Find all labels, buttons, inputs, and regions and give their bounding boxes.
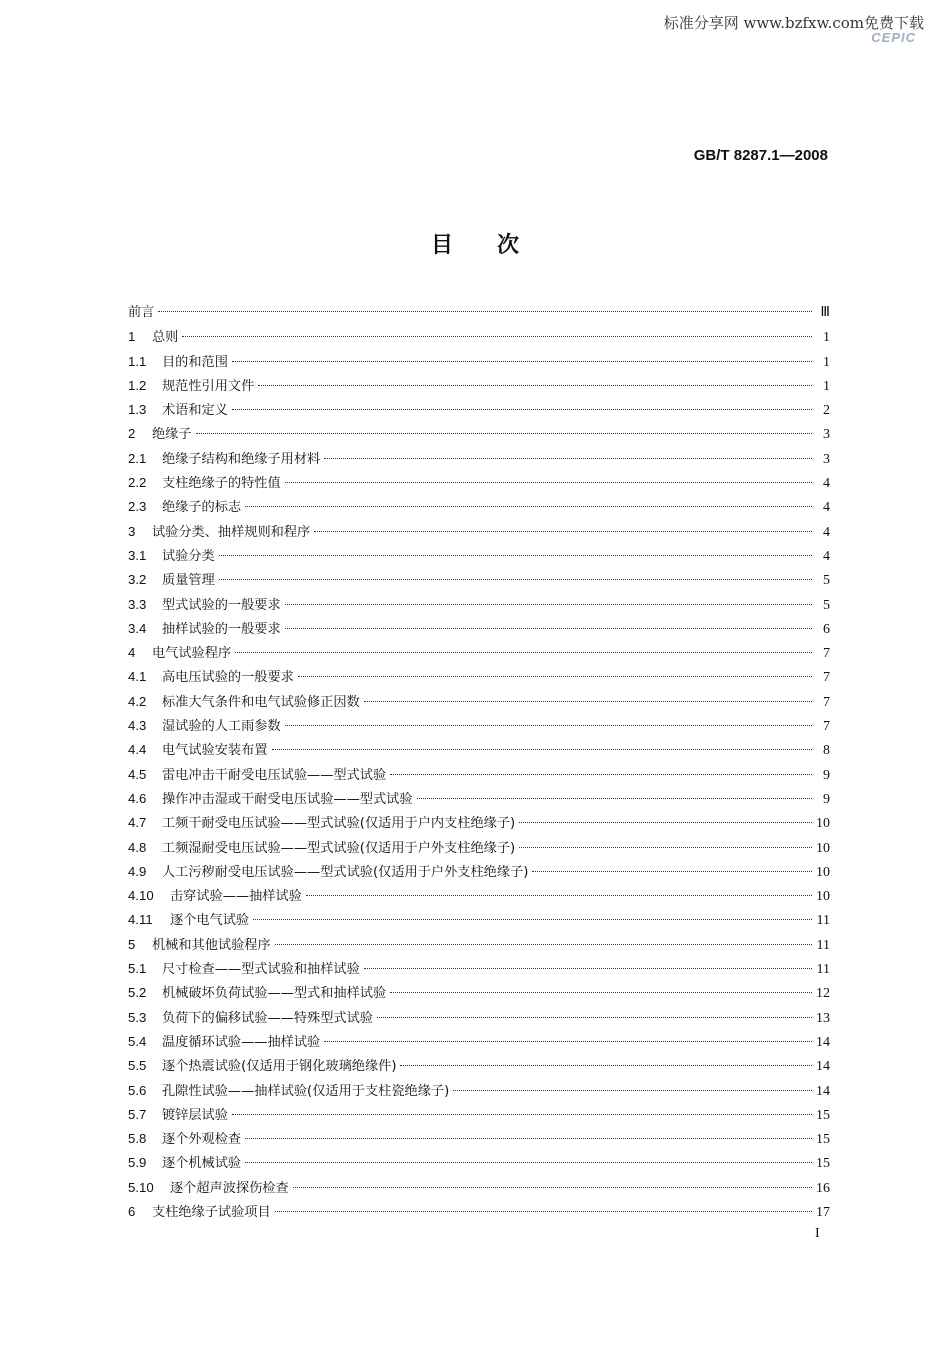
- page-number: I: [815, 1226, 820, 1241]
- toc-entry-title: 术语和定义: [162, 403, 228, 419]
- toc-entry[interactable]: [128, 1030, 830, 1054]
- toc-entry-title: 逐个电气试验: [170, 913, 250, 929]
- toc-entry-number: 3.4: [128, 620, 147, 636]
- toc-entry[interactable]: [128, 738, 830, 762]
- toc-entry[interactable]: [128, 1006, 830, 1030]
- dot-leader: [235, 652, 812, 653]
- toc-entry-page: 14: [816, 1059, 830, 1075]
- toc-entry-page: 3: [823, 451, 830, 467]
- toc-entry-title: 绝缘子: [152, 427, 192, 443]
- toc-entry[interactable]: [128, 544, 830, 568]
- dot-leader: [306, 895, 812, 896]
- dot-leader: [298, 676, 812, 677]
- page-title: 目次: [430, 233, 563, 258]
- toc-entry[interactable]: [128, 1200, 830, 1224]
- toc-entry-title: 机械和其他试验程序: [152, 937, 271, 953]
- toc-entry-number: 5.4: [128, 1033, 147, 1049]
- toc-entry[interactable]: [128, 398, 830, 422]
- toc-entry-title: 试验分类、抽样规则和程序: [152, 524, 311, 540]
- toc-entry[interactable]: [128, 447, 830, 471]
- toc-entry[interactable]: [128, 422, 830, 446]
- toc-entry-page: 16: [816, 1180, 830, 1196]
- toc-entry[interactable]: [128, 908, 830, 932]
- toc-entry-title: 温度循环试验——抽样试验: [162, 1034, 321, 1050]
- toc-entry-number: 5.1: [128, 961, 147, 977]
- toc-entry-number: 4.8: [128, 839, 147, 855]
- toc-entry-number: 4.5: [128, 766, 147, 782]
- toc-entry-title: 工频干耐受电压试验——型式试验(仅适用于户内支柱绝缘子): [162, 816, 516, 832]
- dot-leader: [417, 798, 812, 799]
- toc-entry[interactable]: [128, 325, 830, 349]
- dot-leader: [158, 311, 812, 312]
- toc-entry-title: 绝缘子的标志: [162, 500, 242, 516]
- toc-entry-page: 11: [816, 937, 830, 953]
- dot-leader: [219, 579, 812, 580]
- toc-entry-title: 型式试验的一般要求: [162, 597, 281, 613]
- dot-leader: [324, 458, 812, 459]
- toc-entry-number: 2.1: [128, 450, 147, 466]
- toc-entry-title: 标准大气条件和电气试验修正因数: [162, 694, 360, 710]
- toc-entry-page: Ⅲ: [820, 305, 830, 320]
- watermark: [663, 12, 924, 45]
- toc-entry-number: 5: [128, 936, 136, 952]
- toc-entry[interactable]: [128, 690, 830, 714]
- toc-entry-number: 3: [128, 523, 136, 539]
- toc-entry-page: 9: [823, 767, 830, 783]
- toc-entry-title: 试验分类: [162, 548, 215, 564]
- dot-leader: [232, 1114, 812, 1115]
- toc-entry[interactable]: [128, 568, 830, 592]
- toc-entry-number: 1.1: [128, 353, 147, 369]
- toc-entry-page: 15: [816, 1132, 830, 1148]
- toc-entry-page: 11: [816, 962, 830, 978]
- toc-entry-page: 17: [816, 1204, 830, 1220]
- standard-code: GB/T 8287.1—2008: [693, 147, 828, 164]
- dot-leader: [232, 409, 812, 410]
- toc-entry[interactable]: [128, 981, 830, 1005]
- toc-entry-title: 高电压试验的一般要求: [162, 670, 294, 686]
- dot-leader: [258, 385, 812, 386]
- toc-entry-number: 6: [128, 1203, 136, 1219]
- toc-entry-page: 15: [816, 1156, 830, 1172]
- dot-leader: [293, 1187, 812, 1188]
- toc-entry-page: 7: [823, 694, 830, 710]
- toc-entry-title: 支柱绝缘子试验项目: [152, 1204, 271, 1220]
- dot-leader: [182, 336, 812, 337]
- toc-entry[interactable]: [128, 520, 830, 544]
- toc-entry-page: 4: [823, 476, 830, 492]
- toc-entry-number: 5.3: [128, 1009, 147, 1025]
- table-of-contents: [128, 301, 830, 1224]
- dot-leader: [390, 774, 812, 775]
- dot-leader: [285, 725, 812, 726]
- dot-leader: [245, 1138, 812, 1139]
- toc-entry-page: 7: [823, 670, 830, 686]
- toc-entry-number: 2.2: [128, 475, 147, 491]
- toc-entry-number: 5.7: [128, 1106, 147, 1122]
- toc-entry[interactable]: [128, 641, 830, 665]
- toc-entry-title: 孔隙性试验——抽样试验(仅适用于支柱瓷绝缘子): [162, 1083, 450, 1099]
- toc-entry-title: 工频湿耐受电压试验——型式试验(仅适用于户外支柱绝缘子): [162, 840, 516, 856]
- toc-entry[interactable]: [128, 301, 830, 325]
- toc-entry-title: 质量管理: [162, 573, 215, 589]
- toc-entry[interactable]: [128, 471, 830, 495]
- toc-entry[interactable]: [128, 957, 830, 981]
- toc-entry-page: 7: [823, 719, 830, 735]
- toc-entry[interactable]: [128, 933, 830, 957]
- dot-leader: [364, 701, 812, 702]
- toc-entry-page: 8: [823, 743, 830, 759]
- toc-entry-title: 逐个热震试验(仅适用于钢化玻璃绝缘件): [162, 1059, 397, 1075]
- dot-leader: [285, 628, 812, 629]
- toc-entry[interactable]: [128, 665, 830, 689]
- toc-entry-page: 5: [823, 597, 830, 613]
- toc-entry-title: 逐个超声波探伤检查: [170, 1180, 289, 1196]
- toc-entry-title: 规范性引用文件: [162, 378, 255, 394]
- toc-entry-page: 9: [823, 791, 830, 807]
- toc-entry-page: 10: [816, 864, 830, 880]
- toc-entry-number: 2.3: [128, 499, 147, 515]
- toc-entry-number: 3.3: [128, 596, 147, 612]
- toc-entry-number: 5.10: [128, 1179, 154, 1195]
- toc-entry-title: 机械破坏负荷试验——型式和抽样试验: [162, 986, 387, 1002]
- toc-entry-title: 负荷下的偏移试验——特殊型式试验: [162, 1010, 373, 1026]
- toc-entry[interactable]: [128, 763, 830, 787]
- toc-entry-number: 5.8: [128, 1131, 147, 1147]
- dot-leader: [453, 1090, 812, 1091]
- toc-entry[interactable]: [128, 350, 830, 374]
- toc-entry-number: 4: [128, 645, 136, 661]
- toc-entry[interactable]: [128, 593, 830, 617]
- toc-entry-title: 湿试验的人工雨参数: [162, 719, 281, 735]
- dot-leader: [390, 992, 812, 993]
- toc-entry-page: 1: [823, 378, 830, 394]
- toc-entry[interactable]: [128, 811, 830, 835]
- dot-leader: [364, 968, 812, 969]
- toc-entry-page: 5: [823, 573, 830, 589]
- toc-entry-number: 4.9: [128, 863, 147, 879]
- dot-leader: [519, 847, 812, 848]
- toc-entry-title: 操作冲击湿或干耐受电压试验——型式试验: [162, 791, 413, 807]
- toc-entry[interactable]: [128, 884, 830, 908]
- toc-entry[interactable]: [128, 1151, 830, 1175]
- dot-leader: [245, 1162, 812, 1163]
- toc-entry-title: 镀锌层试验: [162, 1107, 228, 1123]
- dot-leader: [272, 749, 813, 750]
- toc-entry[interactable]: [128, 1127, 830, 1151]
- toc-entry-page: 4: [823, 548, 830, 564]
- toc-entry-title: 绝缘子结构和绝缘子用材料: [162, 451, 321, 467]
- toc-entry[interactable]: [128, 1054, 830, 1078]
- toc-entry-number: 5.5: [128, 1058, 147, 1074]
- toc-entry-page: 3: [823, 427, 830, 443]
- toc-entry-number: 3.2: [128, 572, 147, 588]
- dot-leader: [245, 506, 812, 507]
- toc-entry-number: 5.2: [128, 985, 147, 1001]
- dot-leader: [532, 871, 812, 872]
- toc-entry-number: 4.6: [128, 790, 147, 806]
- toc-entry-number: 1.2: [128, 377, 147, 393]
- watermark-text: 标准分享网 www.bzfxw.com免费下载: [663, 14, 924, 32]
- toc-entry[interactable]: [128, 617, 830, 641]
- dot-leader: [324, 1041, 812, 1042]
- toc-entry-number: 4.7: [128, 815, 147, 831]
- toc-entry[interactable]: [128, 860, 830, 884]
- dot-leader: [285, 604, 812, 605]
- dot-leader: [275, 1211, 812, 1212]
- toc-entry[interactable]: [128, 1079, 830, 1103]
- toc-entry[interactable]: [128, 495, 830, 519]
- toc-entry-number: 4.11: [128, 912, 153, 928]
- toc-entry-page: 12: [816, 986, 830, 1002]
- cepic-logo: CEPIC: [871, 30, 916, 45]
- toc-entry-title: 雷电冲击干耐受电压试验——型式试验: [162, 767, 387, 783]
- toc-entry-number: 1.3: [128, 402, 147, 418]
- toc-entry-page: 13: [816, 1010, 830, 1026]
- toc-entry-page: 14: [816, 1034, 830, 1050]
- toc-entry-page: 11: [816, 913, 830, 929]
- toc-entry-title: 前言: [128, 305, 155, 320]
- toc-entry-title: 电气试验安装布置: [162, 743, 268, 759]
- toc-entry-title: 逐个外观检查: [162, 1132, 242, 1148]
- toc-entry-page: 10: [816, 889, 830, 905]
- toc-entry[interactable]: [128, 836, 830, 860]
- toc-entry-page: 1: [823, 330, 830, 346]
- toc-entry-number: 5.6: [128, 1082, 147, 1098]
- toc-entry-page: 7: [823, 646, 830, 662]
- dot-leader: [519, 822, 812, 823]
- toc-entry-number: 4.1: [128, 669, 147, 685]
- toc-entry-title: 总则: [152, 330, 179, 346]
- toc-entry-page: 2: [823, 403, 830, 419]
- dot-leader: [285, 482, 812, 483]
- toc-entry-page: 15: [816, 1107, 830, 1123]
- toc-entry-title: 尺寸检查——型式试验和抽样试验: [162, 962, 360, 978]
- dot-leader: [377, 1017, 812, 1018]
- toc-entry-number: 4.4: [128, 742, 147, 758]
- toc-entry-title: 目的和范围: [162, 354, 228, 370]
- toc-entry-page: 4: [823, 524, 830, 540]
- toc-entry-number: 3.1: [128, 547, 147, 563]
- toc-entry-number: 4.10: [128, 888, 154, 904]
- dot-leader: [219, 555, 812, 556]
- toc-entry-number: 4.2: [128, 693, 147, 709]
- toc-entry-title: 逐个机械试验: [162, 1156, 242, 1172]
- toc-entry-title: 支柱绝缘子的特性值: [162, 476, 281, 492]
- toc-entry[interactable]: [128, 1176, 830, 1200]
- dot-leader: [314, 531, 812, 532]
- toc-entry-page: 10: [816, 816, 830, 832]
- toc-entry-title: 人工污秽耐受电压试验——型式试验(仅适用于户外支柱绝缘子): [162, 864, 529, 880]
- toc-entry-page: 14: [816, 1083, 830, 1099]
- dot-leader: [232, 361, 812, 362]
- toc-entry-page: 10: [816, 840, 830, 856]
- toc-entry-number: 5.9: [128, 1155, 147, 1171]
- toc-entry-page: 1: [823, 354, 830, 370]
- toc-entry-number: 1: [128, 329, 136, 345]
- dot-leader: [275, 944, 812, 945]
- toc-entry[interactable]: [128, 374, 830, 398]
- toc-entry-number: 2: [128, 426, 136, 442]
- toc-entry[interactable]: [128, 714, 830, 738]
- dot-leader: [196, 433, 812, 434]
- toc-entry-page: 4: [823, 500, 830, 516]
- toc-entry-title: 抽样试验的一般要求: [162, 621, 281, 637]
- toc-entry[interactable]: [128, 787, 830, 811]
- toc-entry-page: 6: [823, 621, 830, 637]
- toc-entry[interactable]: [128, 1103, 830, 1127]
- dot-leader: [253, 919, 812, 920]
- dot-leader: [400, 1065, 812, 1066]
- toc-entry-number: 4.3: [128, 718, 147, 734]
- toc-entry-title: 击穿试验——抽样试验: [170, 889, 302, 905]
- toc-entry-title: 电气试验程序: [152, 646, 232, 662]
